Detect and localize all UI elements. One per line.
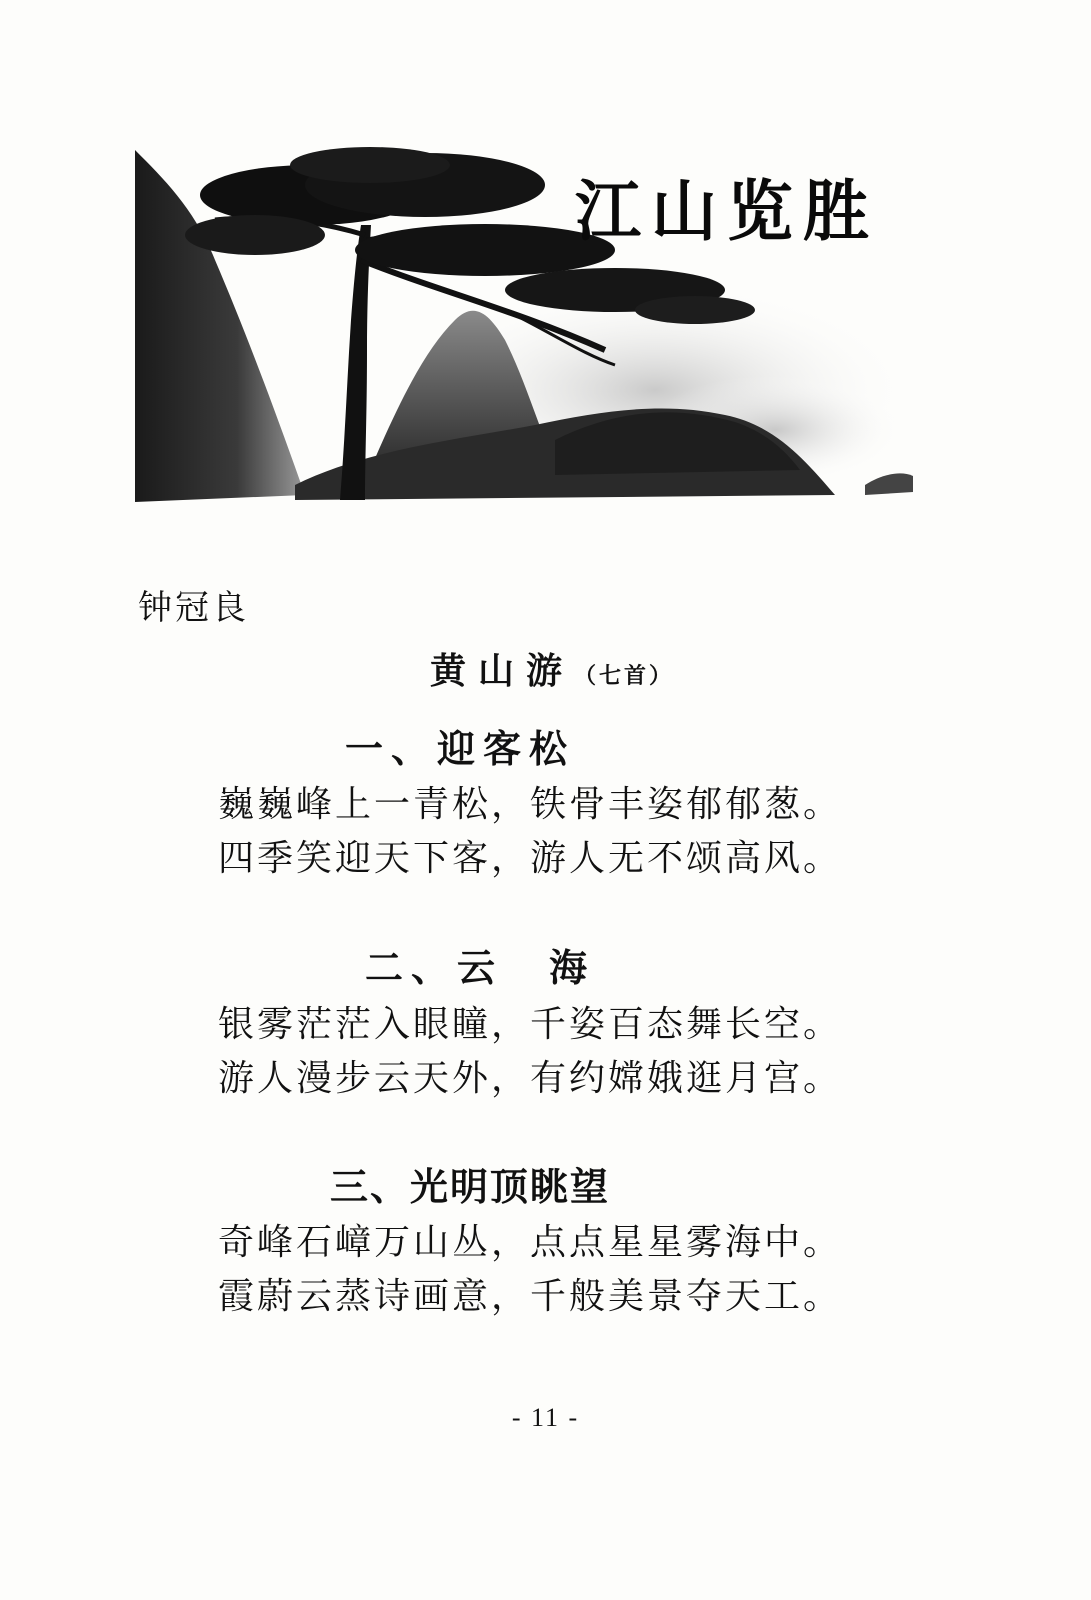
page-number: - 11 - — [511, 1403, 580, 1432]
poem-group-note: （七首） — [574, 663, 675, 689]
verse-line: 银雾茫茫入眼瞳，千姿百态舞长空。 — [218, 1004, 843, 1045]
section-title-3: 三、光明顶眺望 — [330, 1164, 611, 1209]
section-title-2: 二、云 海 — [365, 945, 596, 990]
author-name: 钟冠良 — [138, 588, 249, 628]
verse-line: 奇峰石嶂万山丛，点点星星雾海中。 — [218, 1222, 843, 1263]
verse-line: 霞蔚云蒸诗画意，千般美景夺天工。 — [218, 1276, 843, 1317]
poem-group-title — [430, 643, 674, 694]
section-title-1: 一、迎客松 — [345, 726, 576, 771]
poem-group-title-text: 黄山游 — [430, 650, 575, 692]
section-header-title: 江山览胜 — [575, 172, 879, 250]
verse-line: 游人漫步云天外，有约嫦娥逛月宫。 — [218, 1058, 843, 1099]
verse-line: 巍巍峰上一青松，铁骨丰姿郁郁葱。 — [218, 784, 843, 825]
verse-line: 四季笑迎天下客，游人无不颂高风。 — [218, 838, 843, 879]
